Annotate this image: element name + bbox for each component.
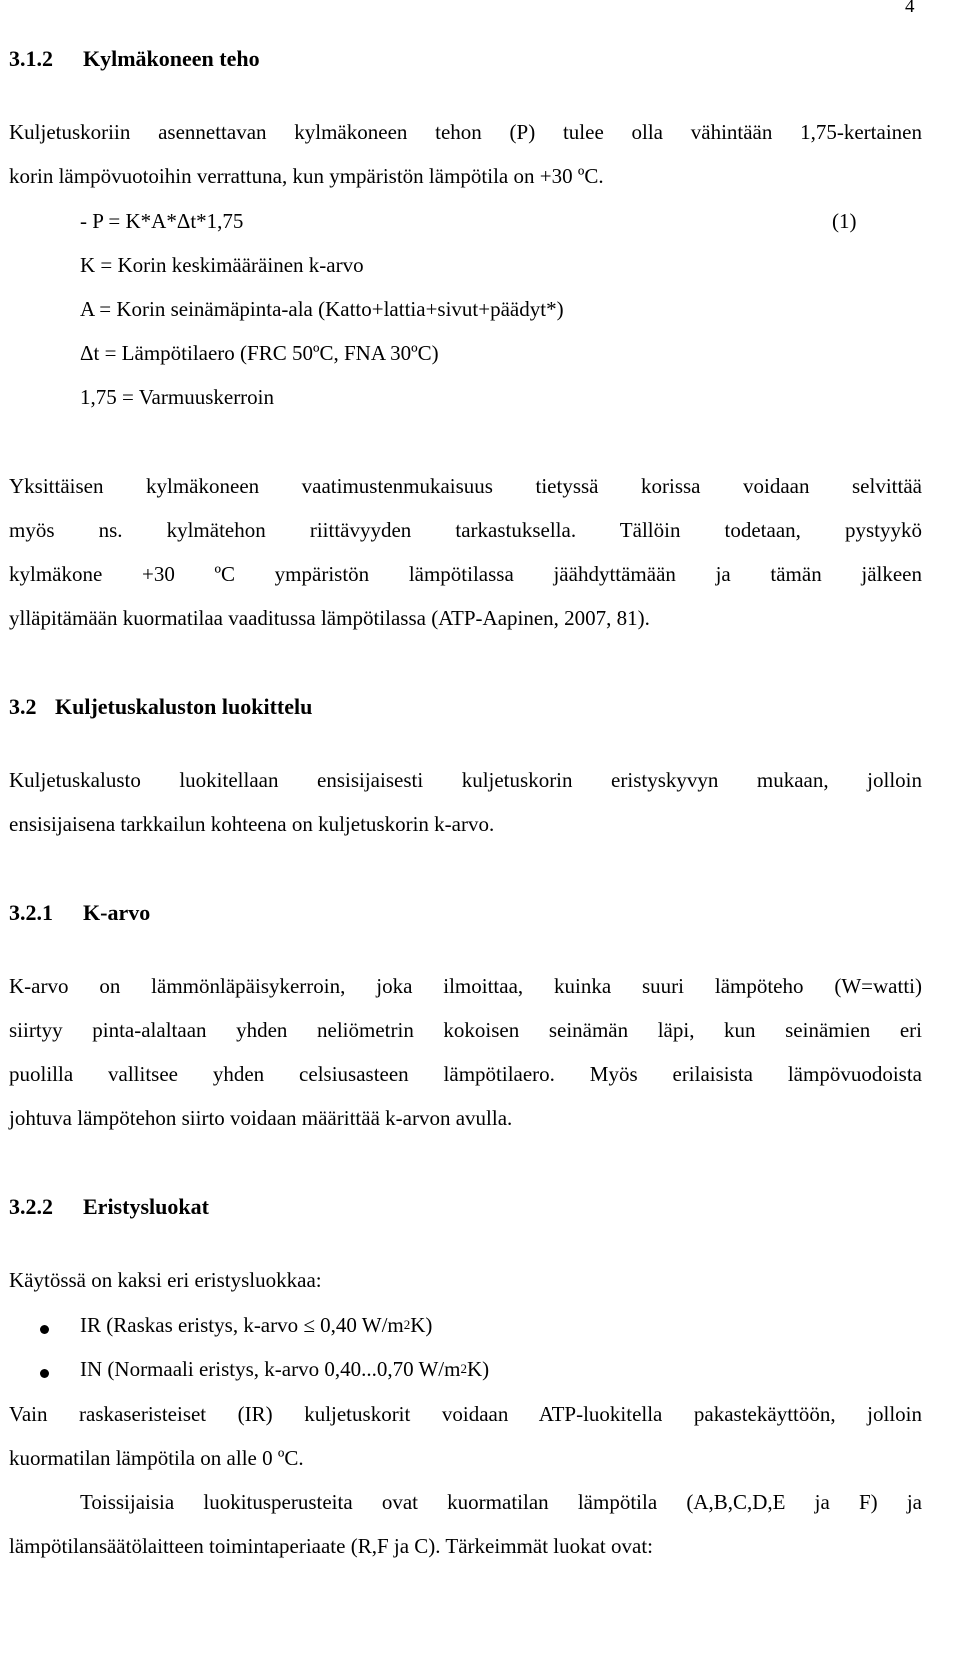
section-title-k-arvo: K-arvo [83, 900, 151, 925]
definition-k: K = Korin keskimääräinen k-arvo [80, 253, 364, 277]
section-number-3-2-1: 3.2.1 [9, 900, 53, 925]
paragraph-line: K-arvo on lämmönläpäisykerroin, joka ilmoittaa, kuinka suuri lämpöteho (W=watti) [9, 974, 922, 998]
paragraph-line: myös ns. kylmätehon riittävyyden tarkastuksella. Tällöin todetaan, pystyykö [9, 518, 922, 542]
list-intro: Käytössä on kaksi eri eristysluokkaa: [9, 1268, 322, 1292]
section-title-kylmakoneen-teho: Kylmäkoneen teho [83, 46, 260, 71]
definition-safety-factor: 1,75 = Varmuuskerroin [80, 385, 275, 409]
list-item-ir [80, 1313, 432, 1338]
paragraph-line: ensisijaisena tarkkailun kohteena on kuljetuskorin k-arvo. [9, 812, 495, 836]
list-item-text: IR (Raskas eristys, k-arvo ≤ 0,40 W/m [80, 1313, 404, 1337]
list-item-text-end: K) [466, 1357, 490, 1381]
section-title-eristysluokat: Eristysluokat [83, 1194, 209, 1219]
section-number-3-1-2: 3.1.2 [9, 46, 53, 71]
bullet-icon [40, 1369, 49, 1378]
formula: - P = K*A*Δt*1,75 [80, 209, 244, 233]
list-item-in [80, 1357, 489, 1382]
section-title-kuljetuskaluston-luokittelu: Kuljetuskaluston luokittelu [55, 694, 313, 719]
paragraph-line: korin lämpövuotoihin verrattuna, kun ympäristön lämpötila on +30 ºC. [9, 164, 604, 188]
formula-number: (1) [832, 209, 857, 233]
page-number: 4 [905, 0, 915, 17]
paragraph-line: siirtyy pinta-alaltaan yhden neliömetrin kokoisen seinämän läpi, kun seinämien eri [9, 1018, 922, 1042]
paragraph-line: Vain raskaseristeiset (IR) kuljetuskorit voidaan ATP-luokitella pakastekäyttöön, jolloin [9, 1402, 922, 1426]
section-number-3-2-2: 3.2.2 [9, 1194, 53, 1219]
paragraph-line: kylmäkone +30 ºC ympäristön lämpötilassa jäähdyttämään ja tämän jälkeen [9, 562, 922, 586]
superscript: 2 [460, 1361, 467, 1376]
paragraph-line: Toissijaisia luokitusperusteita ovat kuormatilan lämpötila (A,B,C,D,E ja F) ja [80, 1490, 922, 1514]
definition-a: A = Korin seinämäpinta-ala (Katto+lattia+sivut+päädyt*) [80, 297, 564, 321]
paragraph-line: johtuva lämpötehon siirto voidaan määrittää k-arvon avulla. [9, 1106, 513, 1130]
superscript: 2 [403, 1317, 411, 1332]
paragraph-line: Yksittäisen kylmäkoneen vaatimustenmukaisuus tietyssä korissa voidaan selvittää [9, 474, 922, 498]
section-number-3-2: 3.2 [9, 694, 37, 719]
list-item-text-end: K) [410, 1313, 433, 1337]
paragraph-line: puolilla vallitsee yhden celsiusasteen lämpötilaero. Myös erilaisista lämpövuodoista [9, 1062, 922, 1086]
paragraph-line: Kuljetuskoriin asennettavan kylmäkoneen tehon (P) tulee olla vähintään 1,75-kertainen [9, 120, 922, 144]
list-item-text: IN (Normaali eristys, k-arvo 0,40...0,70 W/m [80, 1357, 461, 1381]
paragraph-line: ylläpitämään kuormatilaa vaaditussa lämpötilassa (ATP-Aapinen, 2007, 81). [9, 606, 650, 630]
definition-delta-t: Δt = Lämpötilaero (FRC 50ºC, FNA 30ºC) [80, 341, 439, 365]
paragraph-line: lämpötilansäätölaitteen toimintaperiaate (R,F ja C). Tärkeimmät luokat ovat: [9, 1534, 654, 1558]
paragraph-line: Kuljetuskalusto luokitellaan ensisijaisesti kuljetuskorin eristyskyvyn mukaan, jolloin [9, 768, 922, 792]
paragraph-line: kuormatilan lämpötila on alle 0 ºC. [9, 1446, 304, 1470]
bullet-icon [40, 1325, 49, 1334]
